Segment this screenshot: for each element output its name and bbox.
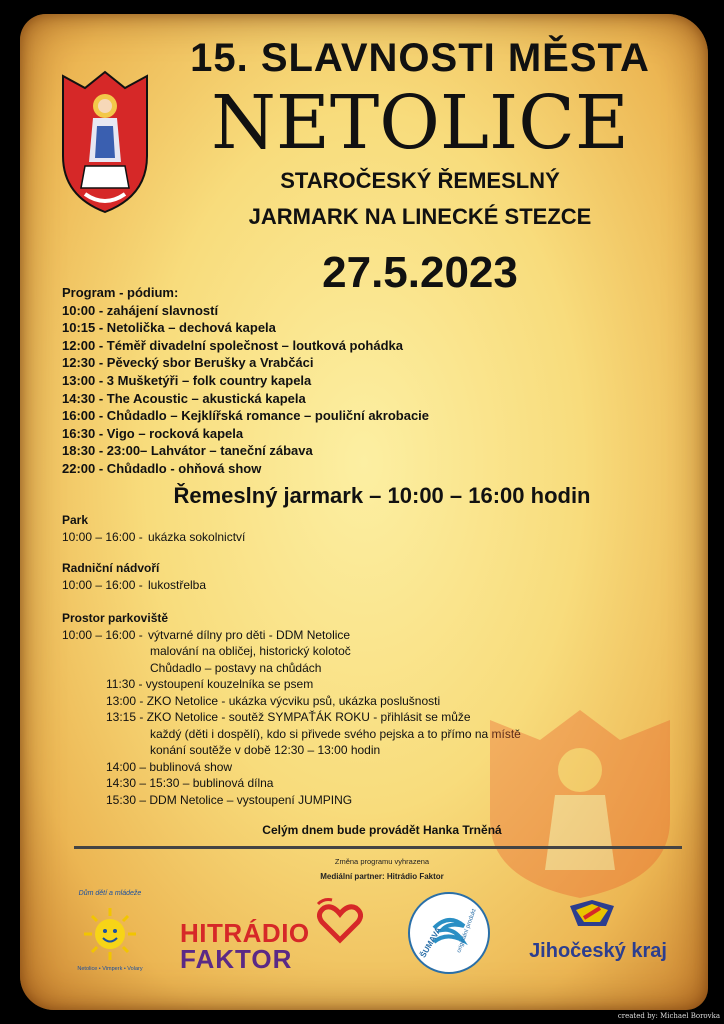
kraj-emblem-icon: [566, 896, 618, 934]
sumava-logo: [404, 888, 494, 978]
program-item: 22:00 - Chůdadlo - ohňová show: [62, 460, 262, 476]
parking-time: 10:00 – 16:00 -: [62, 627, 143, 642]
parking-section: [62, 610, 521, 808]
program-item: 12:00 - Téměř divadelní společnost – loutková pohádka: [62, 337, 403, 353]
parking-activity: malování na obličej, historický kolotoč: [150, 644, 351, 658]
faktor-text: FAKTOR: [180, 944, 293, 974]
title-line-1: 15. SLAVNOSTI MĚSTA: [190, 36, 650, 80]
town-hall-title: Radniční nádvoří: [62, 561, 160, 575]
parking-activity: 11:30 - vystoupení kouzelníka se psem: [106, 677, 314, 691]
ddm-name: Dům dětí a mládeže: [78, 890, 142, 897]
title-town-name: NETOLICE: [211, 80, 629, 166]
program-item: 10:15 - Netolička – dechová kapela: [62, 320, 276, 336]
sun-icon: [70, 894, 150, 974]
town-hall-activity: lukostřelba: [148, 577, 207, 592]
parking-activity: každý (děti i dospělí), kdo si přivede svého pejska a to přímo na místě: [150, 726, 521, 741]
sumava-tagline: originální produkt: [456, 908, 478, 954]
parking-activity: výtvarné dílny pro děti - DDM Netolice: [148, 627, 351, 642]
program-item: 10:00 - zahájení slavností: [62, 302, 219, 318]
town-hall-time: 10:00 – 16:00 -: [62, 577, 143, 592]
coat-of-arms-icon: [55, 66, 155, 216]
market-heading: Řemeslný jarmark – 10:00 – 16:00 hodin: [173, 483, 591, 508]
program-heading: Program - pódium:: [62, 285, 179, 300]
moderator-note: Celým dnem bude provádět Hanka Trněná: [262, 823, 502, 837]
program-item: 16:00 - Chůdadlo – Kejklířská romance – pouliční akrobacie: [62, 408, 430, 424]
park-title: Park: [62, 513, 89, 527]
parking-activity: 13:00 - ZKO Netolice - ukázka výcviku psů, ukázka poslušnosti: [106, 693, 441, 708]
park-section: [62, 512, 245, 545]
parking-activity: 14:00 – bublinová show: [106, 759, 233, 774]
parking-activity: 14:30 – 15:30 – bublinová dílna: [106, 776, 274, 790]
parking-activity: Chůdadlo – postavy na chůdách: [150, 660, 322, 675]
credit-text: created by: Michael Borovka: [617, 1012, 720, 1020]
coat-of-arms-watermark-icon: [470, 700, 690, 900]
park-time: 10:00 – 16:00 -: [62, 529, 143, 544]
program-item: 13:00 - 3 Mušketýři – folk country kapela: [62, 372, 312, 388]
hitradio-text: HITRÁDIO: [180, 918, 310, 948]
kraj-text: Jihočeský kraj: [529, 940, 667, 962]
ddm-logo: [70, 890, 150, 974]
subtitle-line-2: JARMARK NA LINECKÉ STEZCE: [248, 204, 592, 229]
parking-title: Prostor parkoviště: [62, 611, 169, 625]
sumava-text: ŠUMAVA: [418, 925, 444, 960]
ddm-towns: Netolice • Vimperk • Volary: [77, 966, 143, 972]
parking-activity: 13:15 - ZKO Netolice - soutěž SYMPAŤÁK ROKU - přihlásit se může: [106, 710, 471, 724]
stage-program: [62, 284, 429, 478]
divider: [74, 846, 682, 849]
parking-activity: konání soutěže v době 12:30 – 13:00 hodin: [150, 743, 381, 757]
program-item: 12:30 - Pěvecký sbor Berušky a Vrabčáci: [62, 355, 314, 371]
event-date: 27.5.2023: [322, 248, 518, 297]
subtitle-line-1: STAROČESKÝ ŘEMESLNÝ: [280, 168, 560, 193]
program-item: 16:30 - Vigo – rocková kapela: [62, 425, 244, 441]
town-hall-section: [62, 560, 206, 593]
change-notice: Změna programu vyhrazena: [334, 857, 430, 866]
program-item: 18:30 - 23:00– Lahvátor – taneční zábava: [62, 443, 313, 459]
sumava-swirl-icon: [404, 888, 494, 978]
parking-activity: 15:30 – DDM Netolice – vystoupení JUMPING: [106, 792, 353, 807]
heart-waves-icon: [312, 896, 368, 946]
program-item: 14:30 - The Acoustic – akustická kapela: [62, 390, 306, 406]
media-partner: Mediální partner: Hitrádio Faktor: [320, 872, 444, 881]
jihocesky-kraj-logo: [518, 896, 678, 976]
park-activity: ukázka sokolnictví: [148, 529, 246, 544]
hitradio-faktor-logo: [180, 892, 370, 972]
